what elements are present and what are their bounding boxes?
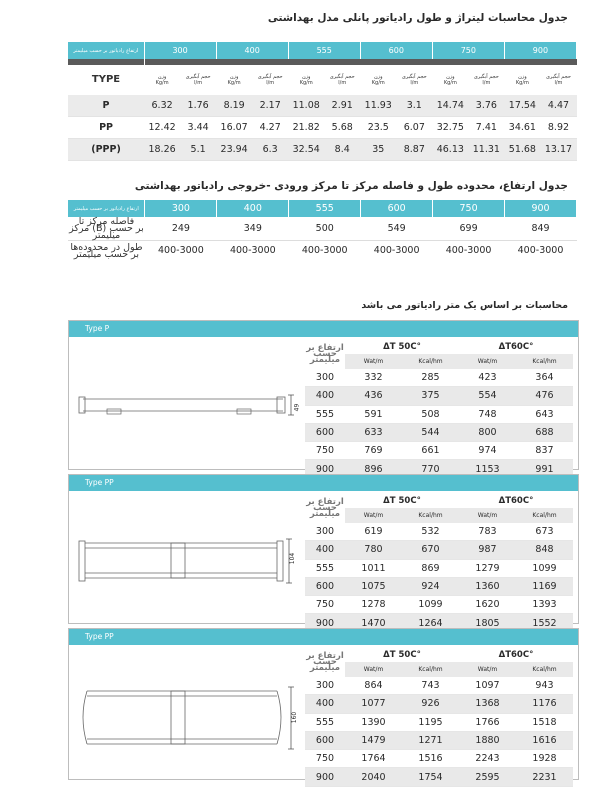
table-cell: 900 (305, 460, 345, 478)
volume-subheader (396, 65, 432, 95)
table-cell: Kcal/hm (418, 666, 443, 673)
radiator-side-drawing (77, 669, 307, 769)
table-cell: 32.54 (288, 139, 324, 161)
table-cell: 619 (345, 523, 402, 541)
panel-header: Type PP (69, 475, 578, 491)
table-cell: 750 (305, 596, 345, 614)
table-cell: 769 (345, 442, 402, 460)
table-cell: 300 (305, 523, 345, 541)
table2-title: جدول ارتفاع، محدوده طول و فاصله مرکز تا مرکز ورودی -خروجی رادیاتور بهداشتی (134, 180, 568, 192)
height-col: 900 (504, 42, 576, 59)
table-cell: 6.07 (396, 117, 432, 139)
table-cell: 864 (345, 677, 402, 695)
table-cell: 32.75 (432, 117, 468, 139)
heat-output-table (305, 647, 573, 787)
table-cell: 1360 (459, 577, 516, 595)
weight-subheader (504, 65, 540, 95)
table-row (305, 523, 573, 541)
table-cell: 1390 (345, 713, 402, 731)
table-cell: 2231 (516, 768, 573, 786)
table-cell: 23.5 (360, 117, 396, 139)
volume-subheader (540, 65, 576, 95)
table-cell: ΔT 50C° (383, 495, 421, 506)
table-row (305, 541, 573, 559)
table-cell: ΔT60C° (498, 341, 534, 352)
table-cell: 46.13 (432, 139, 468, 161)
table-cell: وزن (229, 73, 239, 80)
table-cell: Wat/m (477, 512, 498, 519)
table-cell: وزن (518, 73, 527, 80)
table-row (305, 559, 573, 577)
table-cell: ΔT 50C° (383, 341, 421, 352)
table-cell: 5.68 (324, 117, 360, 139)
type-label: TYPE (91, 73, 121, 85)
table-cell: Wat/m (477, 358, 498, 365)
table-cell: Kcal/hm (532, 666, 557, 673)
table-cell: وزن (446, 73, 455, 80)
table-cell: حجم آبگیری (473, 73, 499, 80)
table-cell: فاصله مرکز تا مرکز (B) بر حسب میلیمتر (69, 215, 144, 241)
table-cell: Kcal/hm (418, 512, 443, 519)
table-cell: 1075 (345, 577, 402, 595)
table-cell: Wat/m (363, 358, 384, 365)
table-cell: 783 (459, 523, 516, 541)
table-cell: 11.08 (288, 95, 324, 117)
table-cell: 1518 (516, 713, 573, 731)
table-cell: 285 (402, 369, 459, 387)
table-cell: 332 (345, 369, 402, 387)
table-cell: 18.26 (144, 139, 180, 161)
table-cell: 1479 (345, 731, 402, 749)
table-cell: 633 (345, 423, 402, 441)
table-row (305, 577, 573, 595)
table-cell: 1764 (345, 750, 402, 768)
table-row (305, 695, 573, 713)
table-cell: Kg/m (155, 80, 169, 86)
table-cell: 1620 (459, 596, 516, 614)
table-cell: 1264 (402, 614, 459, 632)
table-cell: 688 (516, 423, 573, 441)
table-row (305, 677, 573, 695)
table-cell: 900 (505, 200, 577, 217)
table-cell: 1077 (345, 695, 402, 713)
table-cell: 1278 (345, 596, 402, 614)
table-row (305, 423, 573, 441)
table-cell: 1097 (459, 677, 516, 695)
table-cell: 1368 (459, 695, 516, 713)
table-cell: 1516 (402, 750, 459, 768)
center-distance-table (68, 200, 577, 261)
table-row (305, 596, 573, 614)
weight-subheader (360, 65, 396, 95)
table-cell: 476 (516, 387, 573, 405)
height-col: 750 (432, 42, 504, 59)
panel-header: Type PP (69, 629, 578, 645)
table-cell: Kg/m (299, 80, 313, 86)
table-cell: حجم آبگیری (329, 73, 355, 80)
table-cell: Kcal/hm (532, 512, 557, 519)
table-cell: 8.87 (396, 139, 432, 161)
table-cell: Kg/m (371, 80, 385, 86)
table-cell: 1.76 (180, 95, 216, 117)
table-cell: 1766 (459, 713, 516, 731)
radiator-side-drawing (77, 373, 307, 433)
table-cell: 555 (305, 405, 345, 423)
table-cell: 900 (305, 614, 345, 632)
table-row (68, 240, 577, 261)
table-cell: 1011 (345, 559, 402, 577)
table-cell: Kg/m (227, 80, 241, 86)
table-cell: 943 (516, 677, 573, 695)
table-cell: 1279 (459, 559, 516, 577)
height-col: 555 (288, 42, 360, 59)
table-cell: وزن (157, 73, 167, 80)
table-cell: 23.94 (216, 139, 252, 161)
table-cell: 400 (305, 541, 345, 559)
table-cell: 14.74 (432, 95, 468, 117)
table-cell: 400-3000 (517, 245, 564, 257)
table-cell: 896 (345, 460, 402, 478)
table-row (305, 405, 573, 423)
table-cell: 35 (360, 139, 396, 161)
table-cell: 400-3000 (158, 245, 204, 257)
table-cell: 1552 (516, 614, 573, 632)
table-cell: 770 (402, 460, 459, 478)
table-row (305, 750, 573, 768)
table-cell: P (68, 95, 144, 117)
table-cell: 3.1 (396, 95, 432, 117)
table-cell: وزن (374, 73, 383, 80)
table-cell: وزن (301, 73, 311, 80)
table-cell: 11.31 (468, 139, 504, 161)
table-cell: 2.91 (324, 95, 360, 117)
table-cell: l/m (410, 80, 419, 86)
table-cell: 1393 (516, 596, 573, 614)
weight-subheader (432, 65, 468, 95)
table-cell: 423 (459, 369, 516, 387)
height-header-label: ارتفاع رادیاتور بر حسب میلیمتر (68, 42, 144, 59)
table-row (305, 369, 573, 387)
volume-subheader (180, 65, 216, 95)
table-cell: 869 (402, 559, 459, 577)
table-cell: 2.17 (252, 95, 288, 117)
table-cell: 544 (402, 423, 459, 441)
table-cell: Wat/m (477, 666, 498, 673)
table-row (68, 139, 577, 161)
table-cell: 3.44 (180, 117, 216, 139)
table-cell: 699 (459, 222, 478, 234)
dimension-label: 49 (293, 403, 301, 412)
table-cell: 643 (516, 405, 573, 423)
table-cell: 400-3000 (301, 245, 348, 257)
table-cell: ارتفاع بر حسب میلیمتر (306, 343, 344, 365)
table-cell: 780 (345, 541, 402, 559)
height-col: 600 (360, 42, 432, 59)
panel-type-pp-160 (68, 628, 579, 783)
table-cell: 600 (305, 423, 345, 441)
panel-type-p (68, 320, 579, 475)
table-cell: 1153 (459, 460, 516, 478)
table-cell: 21.82 (288, 117, 324, 139)
table-cell: 555 (305, 559, 345, 577)
table-cell: 400-3000 (229, 245, 276, 257)
table-cell: 16.07 (216, 117, 252, 139)
table-cell: Wat/m (363, 512, 384, 519)
table-cell: 375 (402, 387, 459, 405)
table-cell: حجم آبگیری (257, 73, 283, 80)
table-cell: 249 (171, 222, 190, 234)
table-cell: 500 (315, 222, 334, 234)
table-cell: 2595 (459, 768, 516, 786)
liter-weight-table (68, 42, 577, 161)
table-cell: 900 (305, 768, 345, 786)
section3-title: محاسبات بر اساس یک متر رادیاتور می باشد (361, 300, 568, 311)
table-row (305, 387, 573, 405)
table-cell: l/m (554, 80, 563, 86)
table-cell: 673 (516, 523, 573, 541)
dimension-label: 104 (289, 552, 297, 565)
table-cell: 750 (305, 750, 345, 768)
table-cell: 1099 (402, 596, 459, 614)
table-cell: 34.61 (504, 117, 540, 139)
height-col: 400 (216, 42, 288, 59)
table-cell: 12.42 (144, 117, 180, 139)
table-cell: ΔT60C° (498, 649, 534, 660)
table-cell: 661 (402, 442, 459, 460)
table-cell: 555 (289, 200, 361, 217)
panel-header: Type P (69, 321, 578, 337)
volume-subheader (252, 65, 288, 95)
table-cell: 400 (217, 200, 289, 217)
table-cell: l/m (338, 80, 347, 86)
height-col: 300 (144, 42, 216, 59)
table-cell: حجم آبگیری (185, 73, 211, 80)
table-cell: 991 (516, 460, 573, 478)
table-cell: 532 (402, 523, 459, 541)
table-cell: 400 (305, 695, 345, 713)
table-cell: 6.32 (144, 95, 180, 117)
table-cell: 8.92 (540, 117, 576, 139)
table-cell: 987 (459, 541, 516, 559)
table-cell: 926 (402, 695, 459, 713)
table-cell: 555 (305, 713, 345, 731)
table-cell: Kcal/hm (418, 358, 443, 365)
table-cell: 1271 (402, 731, 459, 749)
table-cell: حجم آبگیری (545, 73, 571, 80)
table-cell: 436 (345, 387, 402, 405)
table-cell: 1176 (516, 695, 573, 713)
table-cell: Wat/m (363, 666, 384, 673)
table-cell: l/m (266, 80, 275, 86)
table-cell: 600 (361, 200, 433, 217)
table-cell: 364 (516, 369, 573, 387)
table-cell: 1616 (516, 731, 573, 749)
table-cell: 3.76 (468, 95, 504, 117)
table-cell: ارتفاع بر حسب میلیمتر (306, 651, 344, 673)
table-cell: 600 (305, 577, 345, 595)
table-cell: 11.93 (360, 95, 396, 117)
table-cell: 750 (433, 200, 505, 217)
volume-subheader (468, 65, 504, 95)
table-cell: Kg/m (515, 80, 529, 86)
table-cell: 1195 (402, 713, 459, 731)
table-row (305, 731, 573, 749)
table-cell: l/m (482, 80, 491, 86)
table-row (68, 95, 577, 117)
table-cell: 300 (305, 369, 345, 387)
table-cell: 1928 (516, 750, 573, 768)
table-cell: 2243 (459, 750, 516, 768)
table-cell: 743 (402, 677, 459, 695)
table-cell: 8.19 (216, 95, 252, 117)
table-row (305, 442, 573, 460)
table-cell: 5.1 (180, 139, 216, 161)
volume-subheader (324, 65, 360, 95)
table1-title: جدول محاسبات لیتراژ و طول رادیاتور پانلی مدل بهداشتی (267, 12, 568, 24)
table-cell: 748 (459, 405, 516, 423)
table-cell: 17.54 (504, 95, 540, 117)
table-cell: 2040 (345, 768, 402, 786)
table-cell: 7.41 (468, 117, 504, 139)
table-cell: 400-3000 (445, 245, 492, 257)
table-cell: 1754 (402, 768, 459, 786)
table-row (68, 117, 577, 139)
weight-subheader (144, 65, 180, 95)
table-cell: 4.47 (540, 95, 576, 117)
table-cell: 349 (243, 222, 262, 234)
table-cell: 8.4 (324, 139, 360, 161)
table-cell: 1099 (516, 559, 573, 577)
table-cell: 1880 (459, 731, 516, 749)
radiator-side-drawing (77, 515, 307, 605)
heat-output-table (305, 493, 573, 633)
table-cell: 800 (459, 423, 516, 441)
table-cell: 549 (387, 222, 406, 234)
table-cell: 508 (402, 405, 459, 423)
table-cell: 670 (402, 541, 459, 559)
heat-output-table (305, 339, 573, 479)
table-cell: Kg/m (443, 80, 457, 86)
table-cell: 837 (516, 442, 573, 460)
table-cell: 924 (402, 577, 459, 595)
table-cell: l/m (194, 80, 203, 86)
table-cell: 4.27 (252, 117, 288, 139)
table-cell: 1470 (345, 614, 402, 632)
table-cell: 300 (145, 200, 217, 217)
table-cell: Kcal/hm (532, 358, 557, 365)
table-cell: 974 (459, 442, 516, 460)
panel-type-pp-104 (68, 474, 579, 629)
table-cell: طول در محدوده‌ها بر حسب میلیمتر (70, 241, 143, 260)
table-cell: 13.17 (540, 139, 576, 161)
table-cell: 750 (305, 442, 345, 460)
table-cell: PP (68, 117, 144, 139)
table-cell: (PPP) (68, 139, 144, 161)
table-cell: 400 (305, 387, 345, 405)
table-cell: 591 (345, 405, 402, 423)
table-cell: 51.68 (504, 139, 540, 161)
table-cell: ΔT 50C° (383, 649, 421, 660)
table-cell: 1169 (516, 577, 573, 595)
table-row (68, 217, 577, 240)
dimension-label: 160 (291, 711, 299, 724)
table-cell: 849 (531, 222, 550, 234)
table-row (305, 768, 573, 786)
table-cell: حجم آبگیری (401, 73, 427, 80)
weight-subheader (288, 65, 324, 95)
weight-subheader (216, 65, 252, 95)
table-cell: 848 (516, 541, 573, 559)
table-cell: 300 (305, 677, 345, 695)
table-cell: 554 (459, 387, 516, 405)
table-cell: ارتفاع بر حسب میلیمتر (306, 497, 344, 519)
table-cell: 6.3 (252, 139, 288, 161)
height-header-label: ارتفاع رادیاتور بر حسب میلیمتر (68, 200, 145, 217)
table-cell: 1805 (459, 614, 516, 632)
table-cell: ΔT60C° (498, 495, 534, 506)
table-row (305, 713, 573, 731)
table-cell: 400-3000 (373, 245, 420, 257)
table-cell: 600 (305, 731, 345, 749)
